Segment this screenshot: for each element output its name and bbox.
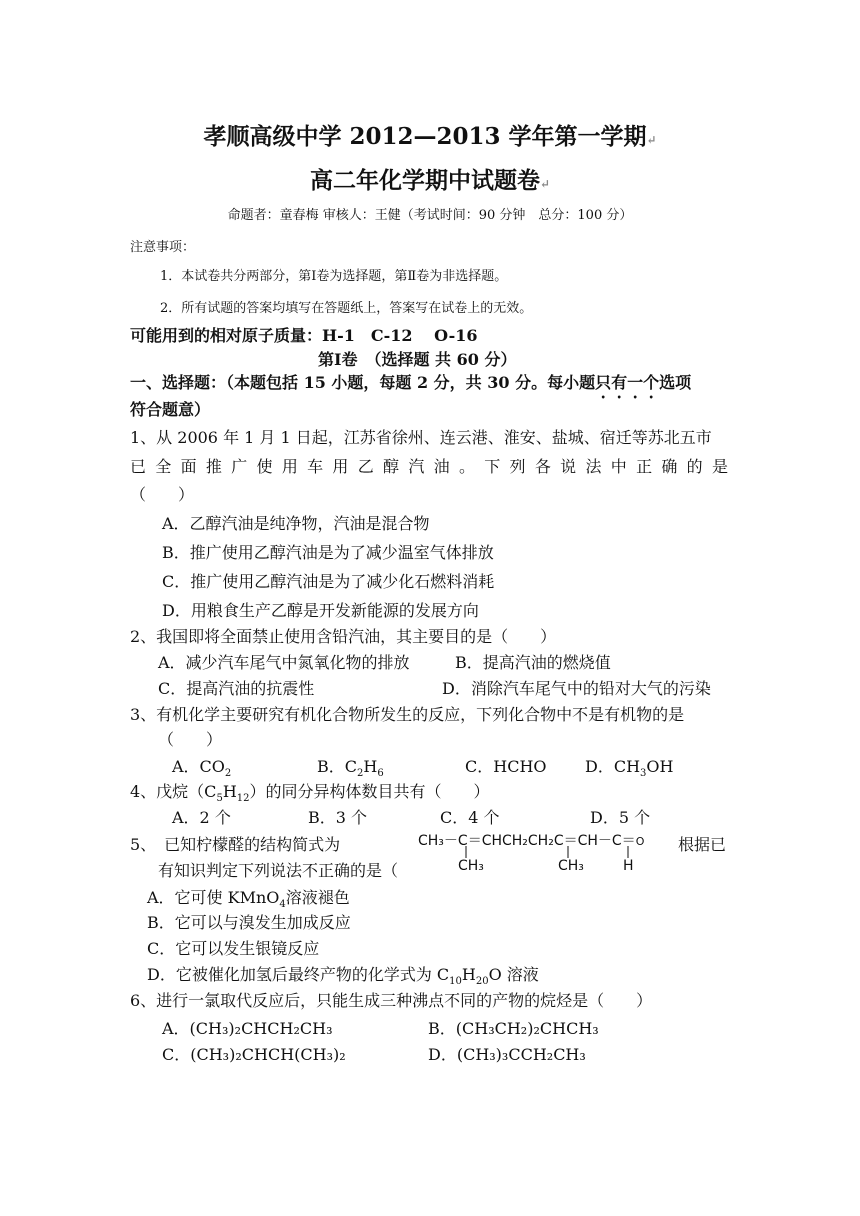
structure-methyl-2: CH₃: [558, 858, 584, 874]
structure-bond-lines: [418, 846, 678, 860]
q5-option-c: C．它可以发生银镜反应: [147, 939, 320, 958]
notes-item-1: 1．本试卷共分两部分，第Ⅰ卷为选择题，第Ⅱ卷为非选择题。: [160, 269, 508, 284]
q3-answer-paren: （ ）: [158, 730, 223, 749]
q1-option-d: D．用粮食生产乙醇是开发新能源的发展方向: [162, 601, 479, 620]
q1-stem-line1: 1、从 2006 年 1 月 1 日起，江苏省徐州、连云港、淮安、盐城、宿迁等苏北五市: [130, 428, 712, 447]
q3-option-b: B．$C_2H_6$: [317, 757, 384, 780]
q1-answer-paren: （ ）: [130, 485, 195, 504]
q3-option-c: C．HCHO: [465, 757, 547, 776]
part1-heading: 第Ⅰ卷 （选择题 共 60 分）: [318, 350, 517, 369]
q3-option-d: D．$CH_3OH$: [585, 757, 674, 780]
citral-structure-formula: CH₃－C＝CHCH₂CH₂C＝CH－C＝O: [418, 833, 645, 849]
paragraph-mark-icon: ↵: [539, 177, 551, 191]
exam-meta: 命题者：童春梅 审核人：王健（考试时间：90 分钟 总分：100 分）: [227, 208, 633, 223]
q2-option-c: C．提高汽油的抗震性: [158, 679, 315, 698]
q5-stem-line1-end: 根据已: [678, 835, 727, 854]
q1-stem-line2: 已全面推广使用车用乙醇汽油。下列各说法中正确的是: [130, 457, 728, 476]
q1-option-a: A．乙醇汽油是纯净物，汽油是混合物: [162, 514, 430, 533]
q3-stem: 3、有机化学主要研究有机化合物所发生的反应，下列化合物中不是有机物的是: [130, 705, 685, 724]
q2-option-d: D．消除汽车尾气中的铅对大气的污染: [442, 679, 711, 698]
notes-heading: 注意事项：: [130, 240, 196, 255]
q2-option-a: A．减少汽车尾气中氮氧化物的排放: [158, 653, 410, 672]
paragraph-mark-icon: ↵: [646, 133, 657, 147]
exam-title-line2: 高二年化学期中试题卷↵: [309, 167, 551, 194]
q4-option-b: B．3 个: [308, 808, 368, 827]
q6-option-b: B．(CH₃CH₂)₂CHCH₃: [428, 1019, 599, 1038]
q4-option-a: A．2 个: [172, 808, 231, 827]
section-heading-cont: 符合题意）: [130, 400, 211, 419]
section-heading: 一、选择题：（本题包括 15 小题，每题 2 分，共 30 分。每小题只有一个选项: [130, 373, 692, 392]
q5-option-b: B．它可以与溴发生加成反应: [147, 913, 351, 932]
q1-option-c: C．推广使用乙醇汽油是为了减少化石燃料消耗: [162, 572, 495, 591]
q5-option-d: D．它被催化加氢后最终产物的化学式为 $C_{10}H_{20}O$ 溶液: [147, 965, 539, 988]
q4-stem: 4、戊烷$(C_5H_{12})$的同分异构体数目共有（ ）: [130, 782, 490, 805]
q6-stem: 6、进行一氯取代反应后，只能生成三种沸点不同的产物的烷烃是（ ）: [130, 991, 653, 1010]
q5-stem-line2: 有知识判定下列说法不正确的是（: [158, 861, 399, 880]
q1-option-b: B．推广使用乙醇汽油是为了减少温室气体排放: [162, 543, 494, 562]
q6-option-d: D．(CH₃)₃CCH₂CH₃: [428, 1045, 586, 1064]
q4-option-c: C．4 个: [440, 808, 500, 827]
q5-stem-line1: 5、 已知柠檬醛的结构简式为: [130, 835, 341, 854]
q4-option-d: D．5 个: [590, 808, 651, 827]
q3-option-a: A．$CO_2$: [172, 757, 232, 780]
atomic-mass-line: 可能用到的相对原子质量：H-1 C-12 O-16: [130, 326, 478, 345]
emphasis-text: 只有一个: [595, 373, 660, 392]
q2-option-b: B．提高汽油的燃烧值: [455, 653, 611, 672]
notes-item-2: 2．所有试题的答案均填写在答题纸上，答案写在试卷上的无效。: [160, 301, 533, 316]
q6-option-a: A．(CH₃)₂CHCH₂CH₃: [162, 1019, 333, 1038]
exam-title-line1: 孝顺高级中学 2012—2013 学年第一学期↵: [203, 123, 657, 150]
structure-hydrogen: H: [623, 858, 634, 874]
q2-stem: 2、我国即将全面禁止使用含铅汽油，其主要目的是（ ）: [130, 627, 557, 646]
structure-methyl-1: CH₃: [458, 858, 484, 874]
q5-option-a: A．它可使 KMnO$_4$溶液褪色: [147, 888, 350, 911]
q6-option-c: C．(CH₃)₂CHCH(CH₃)₂: [162, 1045, 346, 1064]
